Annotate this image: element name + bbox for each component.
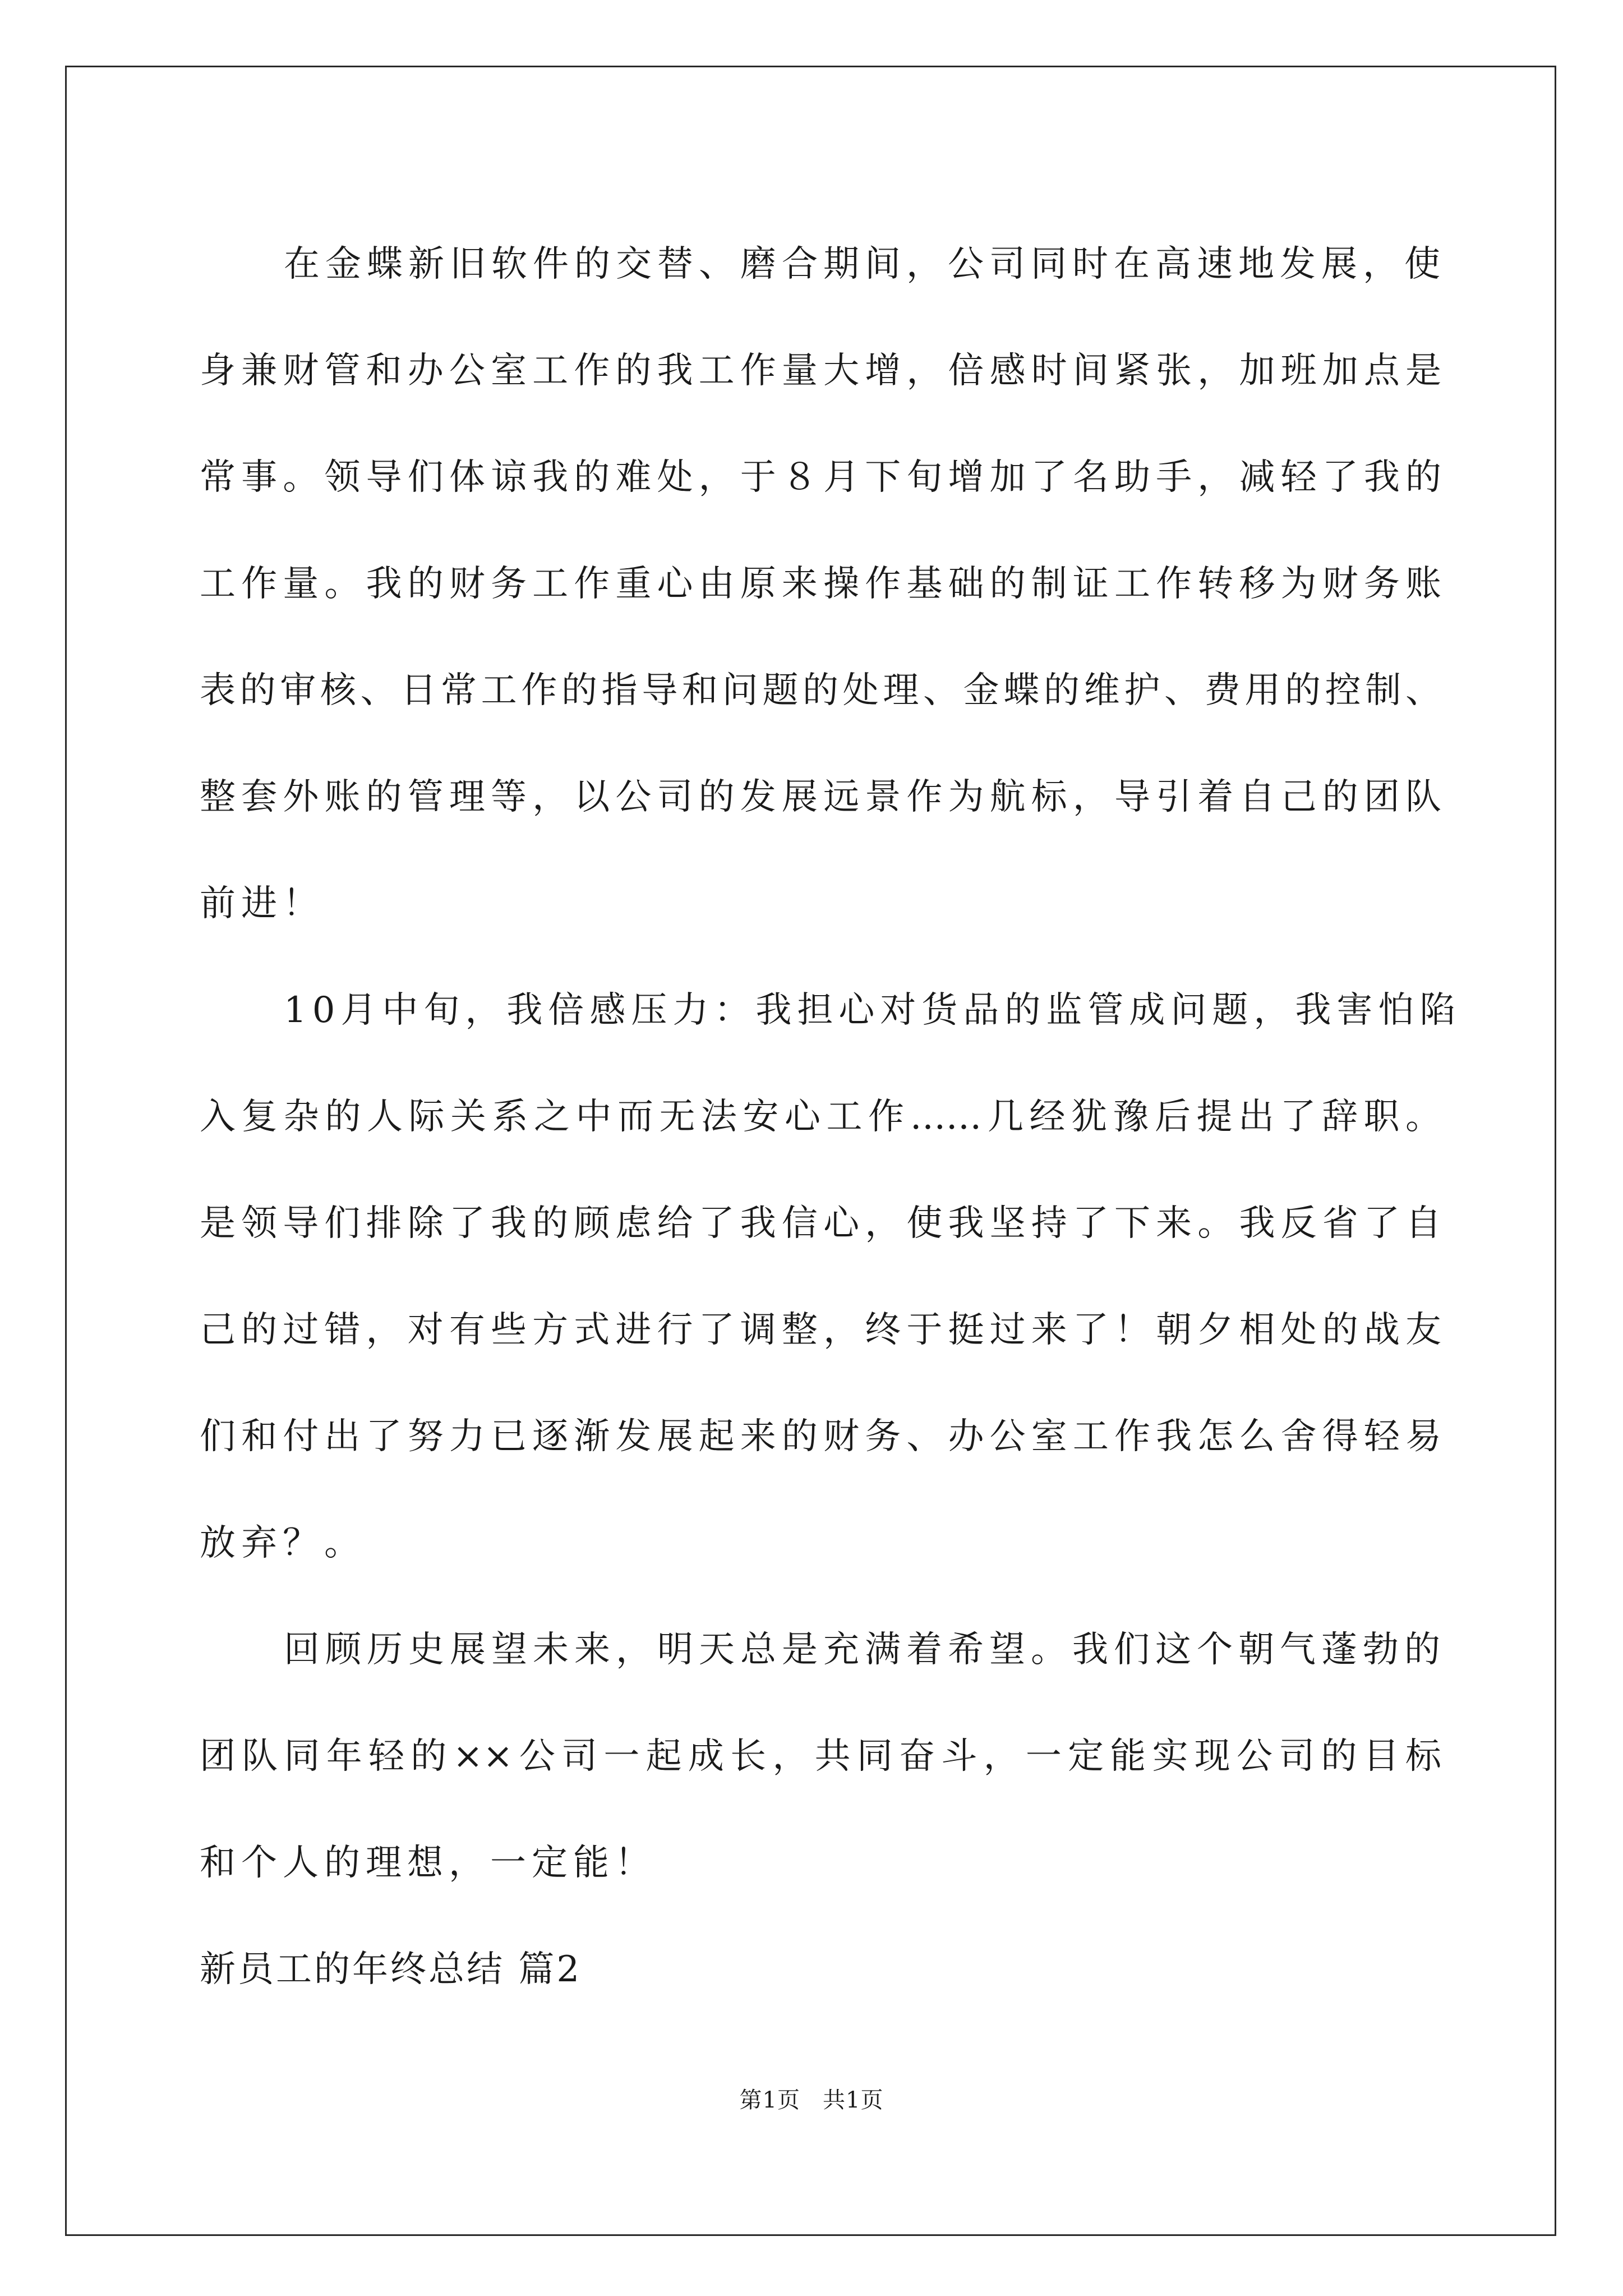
page-number-label: 第1页	[739, 2087, 800, 2113]
paragraph-2-line-3: 是领导们排除了我的顾虑给了我信心，使我坚持了下来。我反省了自	[200, 1203, 1441, 1244]
paragraph-3-line-1: 回顾历史展望未来，明天总是充满着希望。我们这个朝气蓬勃的	[284, 1629, 1446, 1671]
paragraph-1-line-3: 常事。领导们体谅我的难处，于８月下旬增加了名助手，减轻了我的	[200, 457, 1441, 498]
page-total-label: 共1页	[823, 2087, 884, 2113]
paragraph-2-line-1: 10月中旬，我倍感压力：我担心对货品的监管成问题，我害怕陷	[284, 990, 1461, 1031]
paragraph-1-line-5: 表的审核、日常工作的指导和问题的处理、金蝶的维护、费用的控制、	[200, 670, 1441, 711]
paragraph-1-line-7: 前进！	[200, 883, 324, 924]
document-body	[200, 211, 1461, 2023]
paragraph-1-line-4: 工作量。我的财务工作重心由原来操作基础的制证工作转移为财务账	[200, 563, 1441, 605]
paragraph-2-line-5: 们和付出了努力已逐渐发展起来的财务、办公室工作我怎么舍得轻易	[200, 1416, 1441, 1457]
paragraph-2-line-4: 己的过错，对有些方式进行了调整，终于挺过来了！朝夕相处的战友	[200, 1309, 1441, 1351]
paragraph-1-line-6: 整套外账的管理等，以公司的发展远景作为航标，导引着自己的团队	[200, 776, 1441, 818]
paragraph-3-line-3: 和个人的理想，一定能！	[200, 1842, 656, 1884]
page-footer	[0, 2082, 1623, 2114]
paragraph-1-line-2: 身兼财管和办公室工作的我工作量大增，倍感时间紧张，加班加点是	[200, 350, 1441, 392]
section-title: 新员工的年终总结 篇2	[200, 1949, 582, 1990]
paragraph-2-line-2: 入复杂的人际关系之中而无法安心工作……几经犹豫后提出了辞职。	[200, 1096, 1441, 1138]
paragraph-3-line-2: 团队同年轻的××公司一起成长，共同奋斗，一定能实现公司的目标	[200, 1736, 1441, 1777]
paragraph-1-line-1: 在金蝶新旧软件的交替、磨合期间，公司同时在高速地发展，使	[284, 243, 1446, 285]
paragraph-2-line-6: 放弃？。	[200, 1522, 366, 1564]
